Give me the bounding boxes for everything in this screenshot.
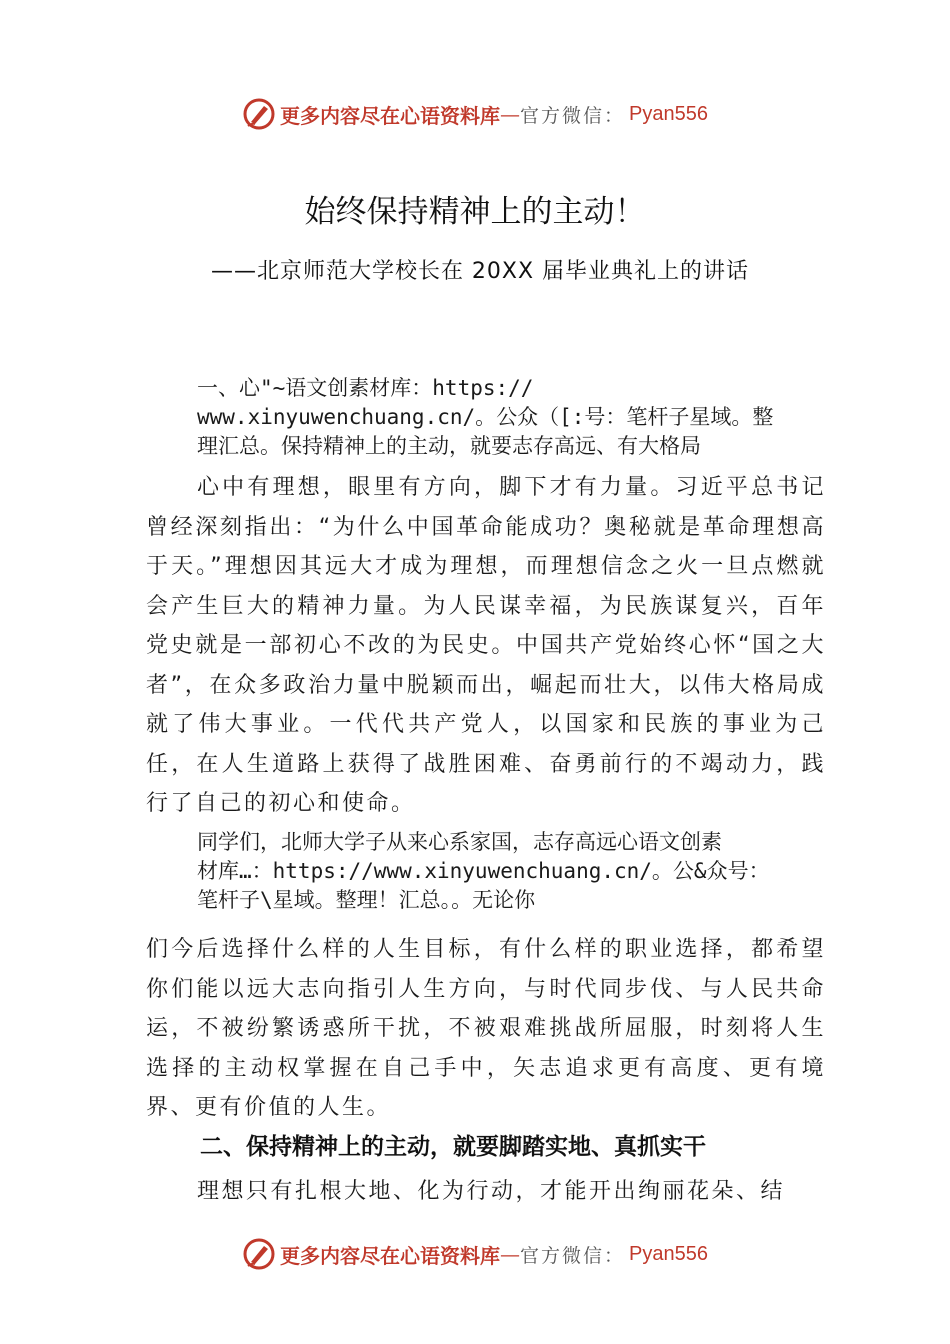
paragraph-1: 心中有理想，眼里有方向，脚下才有力量。习近平总书记曾经深刻指出：“为什么中国革命能成功？奥秘就是革命理想高于天。”理想因其远大才成为理想，而理想信念之火一旦点燃就会产生巨大的精神力量。为人民谋幸福，为民族谋复兴，百年党史就是一部初心不改的为民史。中国共产党始终心怀“国之大者”，在众多政治力量中脱颖而出，崛起而壮大，以伟大格局成就了伟大事业。一代代共产党人，以国家和民族的事业为己任，在人生道路上获得了战胜困难、奋勇前行的不竭动力，践行了自己的初心和使命。	[146, 475, 826, 816]
watermark-line: 材库…：https://www.xinyuwenchuang.cn/。公&众号：	[197, 859, 770, 883]
watermark-block-1	[197, 374, 773, 461]
banner-wechat-label: 官方微信：	[520, 104, 626, 127]
banner-site-name: 更多内容尽在心语资料库	[280, 1243, 500, 1268]
pen-logo-icon	[242, 1237, 276, 1271]
document-title: 始终保持精神上的主动！	[304, 194, 646, 230]
watermark-block-2	[197, 828, 770, 915]
banner-wechat-id: Pyan556	[629, 102, 708, 125]
footer-banner	[0, 1234, 950, 1274]
banner-wechat-label: 官方微信：	[520, 1244, 626, 1267]
paragraph-2: 们今后选择什么样的人生目标，有什么样的职业选择，都希望你们能以远大志向指引人生方向，与时代同步伐、与人民共命运，不被纷繁诱惑所干扰，不被艰难挑战所屈服，时刻将人生选择的主动权掌握在自己手中，矢志追求更有高度、更有境界、更有价值的人生。	[146, 937, 826, 1120]
banner-site-name: 更多内容尽在心语资料库	[280, 103, 500, 128]
watermark-line: 理汇总。保持精神上的主动，就要志存高远、有大格局	[197, 434, 701, 458]
pen-logo-icon	[242, 97, 276, 131]
header-banner	[0, 94, 950, 134]
watermark-line: 笔杆子\星域。整理！汇总。。无论你	[197, 888, 536, 912]
document-subtitle: ——北京师范大学校长在 20XX 届毕业典礼上的讲话	[210, 259, 750, 284]
banner-wechat-id: Pyan556	[629, 1242, 708, 1265]
banner-dash: —	[500, 1242, 520, 1266]
section-heading-2: 二、保持精神上的主动，就要脚踏实地、真抓实干	[200, 1134, 706, 1160]
paragraph-3: 理想只有扎根大地、化为行动，才能开出绚丽花朵、结	[197, 1179, 786, 1204]
watermark-line: 同学们，北师大学子从来心系家国，志存高远心语文创素	[197, 830, 722, 854]
watermark-line: www.xinyuwenchuang.cn/。公众（[:号：笔杆子星域。整	[197, 405, 774, 429]
banner-dash: —	[500, 102, 520, 126]
watermark-line: 一、心"~语文创素材库：https://	[197, 376, 534, 400]
